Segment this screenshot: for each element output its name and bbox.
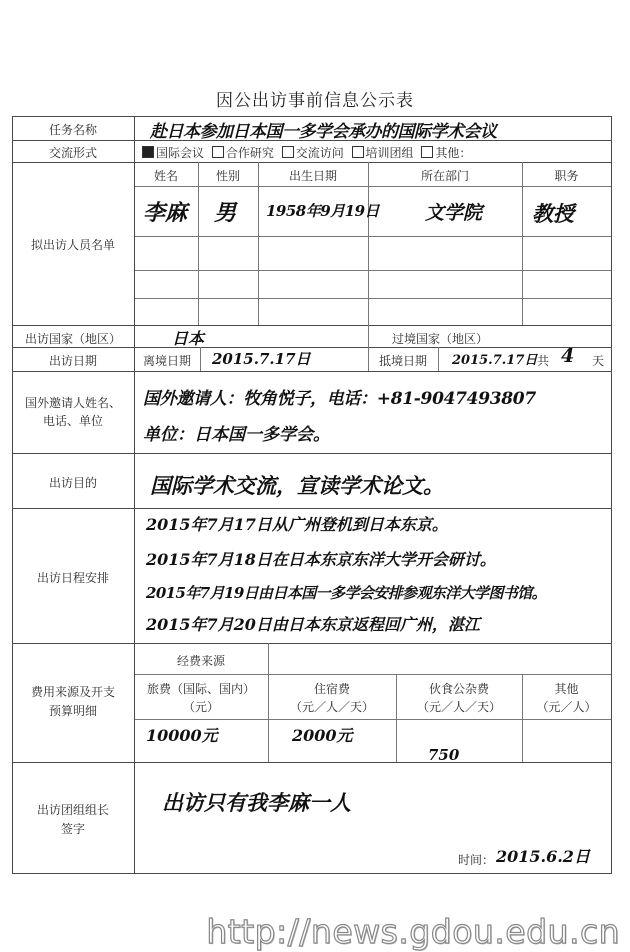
purpose-value: 国际学术交流，宣读学术论文。 bbox=[150, 473, 444, 498]
funding-source-label: 经费来源 bbox=[176, 654, 225, 668]
checkbox-checked-icon bbox=[142, 146, 154, 158]
dates-label: 出访日期 bbox=[48, 354, 97, 368]
budget-label-2: 预算明细 bbox=[48, 704, 97, 718]
col-gender-header: 性别 bbox=[215, 169, 240, 183]
checkbox-icon bbox=[352, 146, 364, 158]
exchange-form-label: 交流形式 bbox=[48, 146, 97, 160]
watermark-url: http://news.gdou.edu.cn bbox=[206, 912, 620, 951]
option-research[interactable] bbox=[212, 146, 274, 160]
travel-fee-value: 10000元 bbox=[146, 726, 218, 745]
meals-label-2: （元／人／天） bbox=[416, 700, 501, 714]
country-value: 日本 bbox=[172, 329, 205, 348]
exchange-options bbox=[142, 144, 475, 161]
col-name-header: 姓名 bbox=[153, 169, 178, 183]
checkbox-icon bbox=[282, 146, 294, 158]
lodging-fee-value: 2000元 bbox=[292, 726, 353, 745]
checkbox-icon bbox=[421, 146, 433, 158]
total-prefix: 共 bbox=[537, 354, 550, 368]
country-label: 出访国家（地区） bbox=[24, 332, 121, 346]
leader-label-1: 出访团组组长 bbox=[36, 803, 109, 817]
arrive-date: 2015.7.17日 bbox=[452, 353, 538, 368]
lodging-label-1: 住宿费 bbox=[313, 682, 350, 696]
col-dept-header: 所在部门 bbox=[420, 169, 469, 183]
person-birth: 1958年9月19日 bbox=[266, 202, 380, 220]
schedule-line: 2015年7月19日由日本国一多学会安排参观东洋大学图书馆。 bbox=[146, 584, 547, 602]
option-label: 交流访问 bbox=[295, 146, 344, 160]
task-name-value: 赴日本参加日本国一多学会承办的国际学术会议 bbox=[150, 122, 497, 142]
schedule-line: 2015年7月18日在日本东京东洋大学开会研讨。 bbox=[146, 550, 496, 569]
col-birth-header: 出生日期 bbox=[288, 169, 337, 183]
schedule-line: 2015年7月17日从广州登机到日本东京。 bbox=[146, 515, 448, 534]
transit-label: 过境国家（地区） bbox=[392, 332, 489, 346]
option-training[interactable] bbox=[352, 146, 414, 160]
travel-fee-label-2: （元） bbox=[182, 700, 219, 714]
personnel-label: 拟出访人员名单 bbox=[30, 238, 115, 252]
depart-label: 离境日期 bbox=[142, 354, 191, 368]
schedule-line: 2015年7月20日由日本东京返程回广州，湛江 bbox=[146, 615, 480, 634]
meals-label-1: 伙食公杂费 bbox=[428, 682, 489, 696]
depart-date: 2015.7.17日 bbox=[212, 350, 311, 368]
option-label: 培训团组 bbox=[365, 146, 414, 160]
travel-fee-label-1: 旅费（国际、国内） bbox=[146, 682, 255, 696]
budget-label-1: 费用来源及开支 bbox=[30, 685, 115, 699]
days-unit: 天 bbox=[592, 354, 605, 368]
option-other[interactable] bbox=[421, 146, 471, 160]
option-label: 其他： bbox=[435, 146, 472, 160]
inviter-value-2: 单位：日本国一多学会。 bbox=[143, 425, 330, 445]
lodging-label-2: （元／人／天） bbox=[289, 700, 374, 714]
total-days: 4 bbox=[561, 345, 575, 367]
option-visit[interactable] bbox=[282, 146, 344, 160]
task-name-label: 任务名称 bbox=[48, 123, 97, 137]
person-position: 教授 bbox=[532, 201, 574, 226]
meals-fee-value: 750 bbox=[428, 746, 460, 764]
person-dept: 文学院 bbox=[425, 202, 483, 224]
option-label: 合作研究 bbox=[225, 146, 274, 160]
schedule-label: 出访日程安排 bbox=[36, 571, 109, 585]
person-gender: 男 bbox=[214, 200, 237, 226]
leader-label-2: 签字 bbox=[60, 822, 85, 836]
purpose-label: 出访目的 bbox=[48, 476, 97, 490]
inviter-value-1: 国外邀请人：牧角悦子，电话：+81-9047493807 bbox=[143, 389, 536, 409]
checkbox-icon bbox=[212, 146, 224, 158]
person-name: 李麻 bbox=[143, 200, 188, 226]
form-title: 因公出访事前信息公示表 bbox=[216, 91, 414, 111]
sign-date: 2015.6.2日 bbox=[496, 847, 590, 866]
other-label-2: （元／人） bbox=[536, 700, 597, 714]
leader-signature: 出访只有我李麻一人 bbox=[162, 790, 351, 815]
other-label-1: 其他 bbox=[554, 682, 579, 696]
option-label: 国际会议 bbox=[156, 146, 205, 160]
arrive-label: 抵境日期 bbox=[378, 354, 427, 368]
option-conference[interactable] bbox=[142, 146, 204, 160]
col-position-header: 职务 bbox=[554, 169, 579, 183]
time-label: 时间： bbox=[458, 853, 495, 867]
inviter-label-1: 国外邀请人姓名、 bbox=[24, 396, 121, 410]
inviter-label-2: 电话、单位 bbox=[42, 414, 103, 428]
